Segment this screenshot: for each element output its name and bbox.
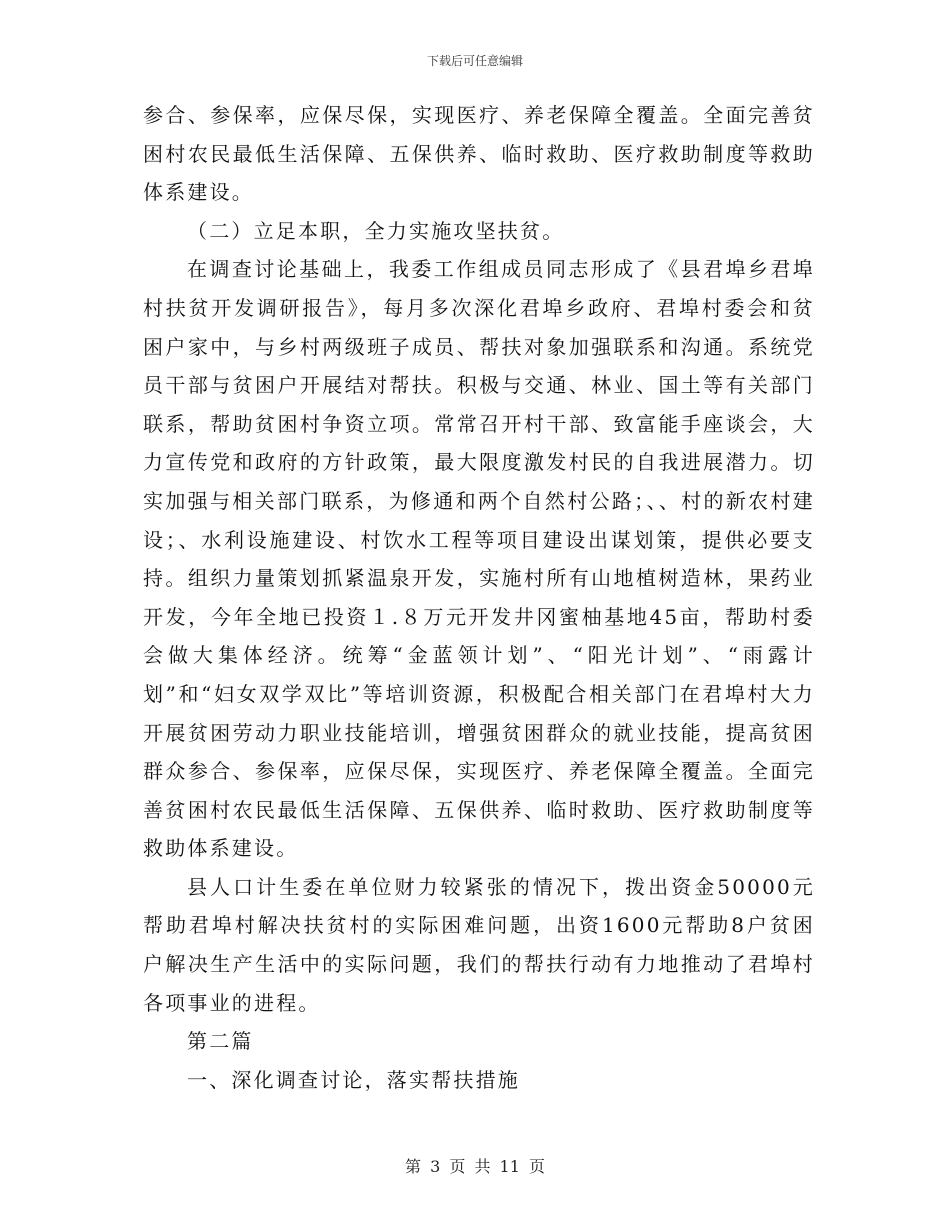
subsection-heading: 一、深化调查讨论，落实帮扶措施: [187, 1067, 520, 1092]
paragraph-funding: 县人口计生委在单位财力较紧张的情况下，拨出资金50000元帮助君埠村解决扶贫村的实际困难问题，出资1600元帮助8户贫困户解决生产生活中的实际问题，我们的帮扶行动有力地推动了君埠村各项事业的进程。: [143, 874, 815, 1015]
paragraph-continuation: 参合、参保率，应保尽保，实现医疗、养老保障全覆盖。全面完善贫困村农民最低生活保障、五保供养、临时救助、医疗救助制度等救助体系建设。: [143, 103, 815, 205]
chapter-title: 第二篇: [187, 1029, 254, 1054]
page-footer: 第 3 页 共 11 页: [405, 1157, 545, 1176]
section-heading: （二）立足本职，全力实施攻坚扶贫。: [187, 218, 565, 243]
paragraph-measures: 在调查讨论基础上，我委工作组成员同志形成了《县君埠乡君埠村扶贫开发调研报告》，每月多次深化君埠乡政府、君埠村委会和贫困户家中，与乡村两级班子成员、帮扶对象加强联系和沟通。系统党员干部与贫困户开展结对帮扶。积极与交通、林业、国土等有关部门联系，帮助贫困村争资立项。常常召开村干部、致富能手座谈会，大力宣传党和政府的方针政策，最大限度激发村民的自我进展潜力。切实加强与相关部门联系，为修通和两个自然村公路；、、村的新农村建设；、水利设施建设、村饮水工程等项目建设出谋划策，提供必要支持。组织力量策划抓紧温泉开发，实施村所有山地植树造林，果药业开发，今年全地已投资１.８万元开发井冈蜜柚基地45亩，帮助村委会做大集体经济。统筹“金蓝领计划”、“阳光计划”、“雨露计划”和“妇女双学双比”等培训资源，积极配合相关部门在君埠村大力开展贫困劳动力职业技能培训，增强贫困群众的就业技能，提高贫困群众参合、参保率，应保尽保，实现医疗、养老保障全覆盖。全面完善贫困村农民最低生活保障、五保供养、临时救助、医疗救助制度等救助体系建设。: [143, 257, 815, 861]
document-body: [143, 96, 815, 1099]
page-header: 下载后可任意编辑: [426, 54, 523, 68]
